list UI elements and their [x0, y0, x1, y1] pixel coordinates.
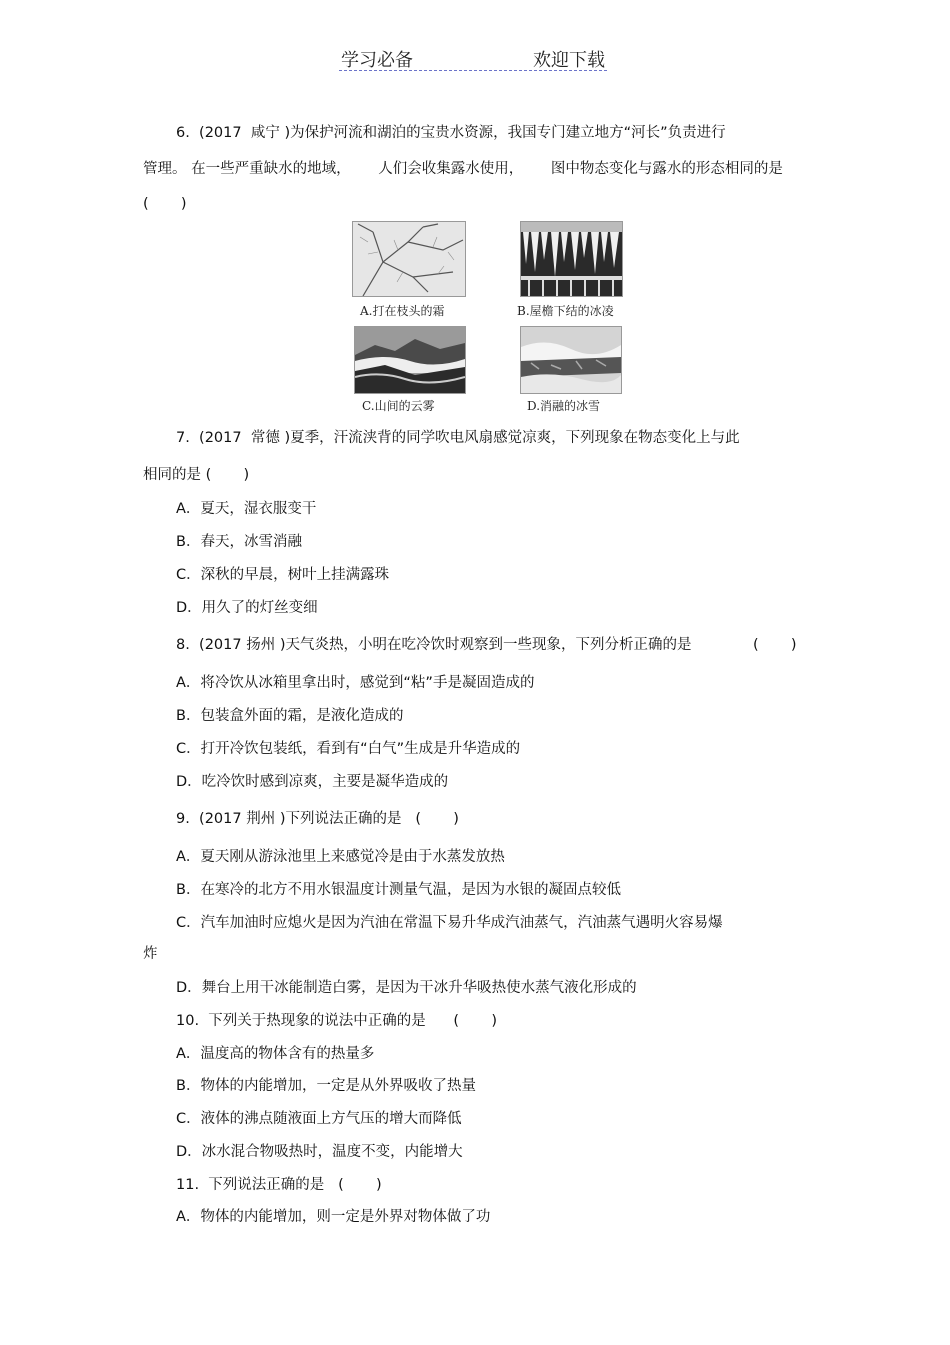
q8-option-b: B．包装盒外面的霜，是液化造成的: [176, 708, 404, 724]
q10-stem: 10. 下列关于热现象的说法中正确的是 ( ): [176, 1013, 498, 1029]
caption-a: A.打在枝头的霜: [360, 304, 445, 318]
q8-option-c: C．打开冷饮包装纸，看到有“白气”生成是升华造成的: [176, 741, 521, 757]
q6-line1: 6. (2017 咸宁 )为保护河流和湖泊的宝贵水资源，我国专门建立地方“河长”负责进行: [176, 125, 726, 141]
q7-option-d: D．用久了的灯丝变细: [176, 600, 318, 616]
q6-line2: 管理。 在一些严重缺水的地域， 人们会收集露水使用， 图中物态变化与露水的形态相同的是: [143, 161, 783, 177]
q11-stem: 11. 下列说法正确的是 ( ): [176, 1177, 382, 1193]
q6-line3: ( ): [143, 196, 187, 212]
header-left: 学习必备: [341, 50, 413, 71]
header-divider: [339, 70, 607, 71]
q9-stem: 9. (2017 荆州 )下列说法正确的是 ( ): [176, 811, 459, 827]
melting-snow-image: [520, 326, 622, 394]
q10-option-b: B．物体的内能增加，一定是从外界吸收了热量: [176, 1078, 476, 1094]
q8-stem: 8. (2017 扬州 )天气炎热，小明在吃冷饮时观察到一些现象，下列分析正确的是: [176, 637, 692, 653]
q7-line1: 7. (2017 常德 )夏季，汗流浃背的同学吹电风扇感觉凉爽，下列现象在物态变化上与此: [176, 430, 740, 446]
q7-option-c: C．深秋的早晨，树叶上挂满露珠: [176, 567, 390, 583]
icicles-eaves-image: [520, 221, 623, 297]
q8-option-a: A．将冷饮从冰箱里拿出时，感觉到“粘”手是凝固造成的: [176, 675, 535, 691]
q9-option-b: B．在寒冷的北方不用水银温度计测量气温，是因为水银的凝固点较低: [176, 882, 621, 898]
q7-line2: 相同的是 ( ): [143, 467, 250, 483]
q9-option-c-line2: 炸: [143, 946, 158, 962]
caption-b: B.屋檐下结的冰凌: [517, 304, 614, 318]
q9-option-a: A．夏天刚从游泳池里上来感觉冷是由于水蒸发放热: [176, 849, 505, 865]
q7-option-a: A．夏天，湿衣服变干: [176, 501, 317, 517]
mountain-mist-image: [354, 326, 466, 394]
q10-option-d: D．冰水混合物吸热时，温度不变，内能增大: [176, 1144, 463, 1160]
q7-option-b: B．春天，冰雪消融: [176, 534, 302, 550]
caption-d: D.消融的冰雪: [527, 399, 601, 413]
frost-branch-image: [352, 221, 466, 297]
q11-option-a: A．物体的内能增加，则一定是外界对物体做了功: [176, 1209, 491, 1225]
q10-option-c: C．液体的沸点随液面上方气压的增大而降低: [176, 1111, 462, 1127]
q8-option-d: D．吃冷饮时感到凉爽，主要是凝华造成的: [176, 774, 449, 790]
q8-bracket: ( ): [753, 637, 797, 653]
caption-c: C.山间的云雾: [362, 399, 435, 413]
q10-option-a: A．温度高的物体含有的热量多: [176, 1046, 375, 1062]
header-right: 欢迎下载: [533, 50, 605, 71]
q9-option-c-line1: C．汽车加油时应熄火是因为汽油在常温下易升华成汽油蒸气，汽油蒸气遇明火容易爆: [176, 915, 723, 931]
q9-option-d: D．舞台上用干冰能制造白雾，是因为干冰升华吸热使水蒸气液化形成的: [176, 980, 637, 996]
